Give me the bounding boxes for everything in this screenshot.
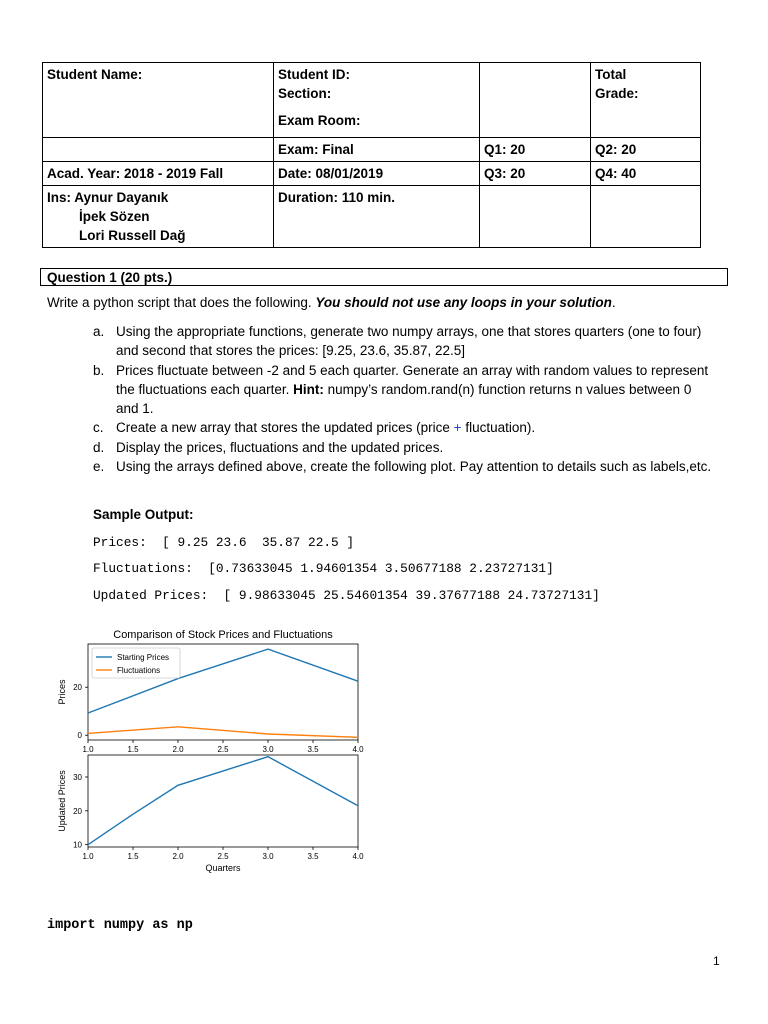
exam-room-label: Exam Room: <box>278 113 361 128</box>
item-text-post: numpy’s random.rand(n) function returns n values between 0 and 1. <box>116 381 692 417</box>
x-tick-label: 3.0 <box>262 745 274 754</box>
hint-label: Hint: <box>293 381 324 397</box>
question-items <box>93 322 713 476</box>
student-name-label: Student Name: <box>47 67 143 82</box>
legend-label: Starting Prices <box>117 653 170 662</box>
output-updated-prices: Updated Prices: [ 9.98633045 25.54601354 39.37677188 24.73727131] <box>93 588 600 603</box>
item-text <box>116 361 713 419</box>
y-tick-label: 10 <box>73 840 82 850</box>
item-text-post: fluctuation). <box>461 420 536 436</box>
item-text: Display the prices, fluctuations and the updated prices. <box>116 439 444 455</box>
blank-cell <box>591 186 701 248</box>
x-axis-label: Quarters <box>205 863 241 873</box>
y-tick-label: 0 <box>77 731 82 741</box>
instructor-2: İpek Sözen <box>79 209 150 224</box>
x-tick-label: 1.0 <box>82 745 94 754</box>
list-item <box>93 361 713 419</box>
item-label: e. <box>93 459 105 475</box>
total-grade-cell <box>591 63 701 138</box>
item-text-pre: Prices fluctuate between -2 and 5 each quarter. Generate an array with random values to represent the fluctuations each quarter. <box>116 362 709 397</box>
instructor-1: Ins: Aynur Dayanık <box>47 190 169 205</box>
instructors-cell <box>43 186 274 248</box>
x-tick-label: 4.0 <box>352 745 364 754</box>
x-tick-label: 1.0 <box>82 852 94 861</box>
code-line: import numpy as np <box>47 918 193 933</box>
stock-chart <box>55 620 375 882</box>
legend-label: Fluctuations <box>117 666 161 675</box>
question-intro <box>47 294 616 312</box>
list-item <box>93 457 713 476</box>
x-tick-label: 2.0 <box>172 745 184 754</box>
q2-points: Q2: 20 <box>591 138 701 162</box>
plus-sign: + <box>453 420 462 436</box>
x-tick-label: 3.5 <box>307 745 319 754</box>
intro-end: . <box>611 295 616 310</box>
item-text: Using the appropriate functions, generate two numpy arrays, one that stores quarters (one to four) and second that stores the prices: [9.25, 23.6, 35.87, 22.5] <box>116 324 702 359</box>
blank-cell <box>480 63 591 138</box>
question-title: Question 1 (20 pts.) <box>40 268 728 286</box>
exam-date: Date: 08/01/2019 <box>274 162 480 186</box>
y-axis-label: Updated Prices <box>57 770 67 832</box>
x-tick-label: 3.0 <box>262 852 274 861</box>
x-tick-label: 2.0 <box>172 852 184 861</box>
q1-points: Q1: 20 <box>480 138 591 162</box>
x-tick-label: 3.5 <box>307 852 319 861</box>
student-name-cell <box>43 63 274 138</box>
item-text <box>116 418 713 437</box>
item-text-pre: Create a new array that stores the updated prices (price <box>116 420 454 436</box>
empty-cell <box>43 138 274 162</box>
plot-frame <box>88 755 358 847</box>
exam-duration: Duration: 110 min. <box>274 186 480 248</box>
y-tick-label: 20 <box>73 806 82 816</box>
item-label: d. <box>93 439 105 455</box>
exam-header-table <box>42 62 701 248</box>
item-label: b. <box>93 362 105 378</box>
sample-output-heading: Sample Output: <box>93 507 194 522</box>
chart-title: Comparison of Stock Prices and Fluctuations <box>113 629 333 641</box>
item-label: c. <box>93 420 104 436</box>
instructor-3: Lori Russell Dağ <box>79 228 186 243</box>
intro-text: Write a python script that does the following. <box>47 295 312 310</box>
y-tick-label: 30 <box>73 772 82 782</box>
academic-year: Acad. Year: 2018 - 2019 Fall <box>43 162 274 186</box>
x-tick-label: 1.5 <box>127 745 139 754</box>
grade-label: Grade: <box>595 86 639 101</box>
x-tick-label: 1.5 <box>127 852 139 861</box>
item-text: Using the arrays defined above, create the following plot. Pay attention to details such as labels,etc. <box>116 459 712 475</box>
blank-cell <box>480 186 591 248</box>
intro-emphasis: You should not use any loops in your solution <box>315 295 612 310</box>
output-prices: Prices: [ 9.25 23.6 35.87 22.5 ] <box>93 535 355 550</box>
output-fluctuations: Fluctuations: [0.73633045 1.94601354 3.50677188 2.23727131] <box>93 561 554 576</box>
q4-points: Q4: 40 <box>591 162 701 186</box>
list-item <box>93 438 713 457</box>
x-tick-label: 2.5 <box>217 852 229 861</box>
y-tick-label: 20 <box>73 683 82 693</box>
student-id-cell <box>274 63 480 138</box>
total-label: Total <box>595 67 627 82</box>
list-item <box>93 322 713 361</box>
x-tick-label: 4.0 <box>352 852 364 861</box>
y-axis-label: Prices <box>57 679 67 705</box>
page-number: 1 <box>713 954 720 968</box>
item-label: a. <box>93 324 105 339</box>
section-label: Section: <box>278 86 332 101</box>
q3-points: Q3: 20 <box>480 162 591 186</box>
x-tick-label: 2.5 <box>217 745 229 754</box>
list-item <box>93 418 713 437</box>
student-id-label: Student ID: <box>278 67 350 82</box>
exam-type: Exam: Final <box>274 138 480 162</box>
